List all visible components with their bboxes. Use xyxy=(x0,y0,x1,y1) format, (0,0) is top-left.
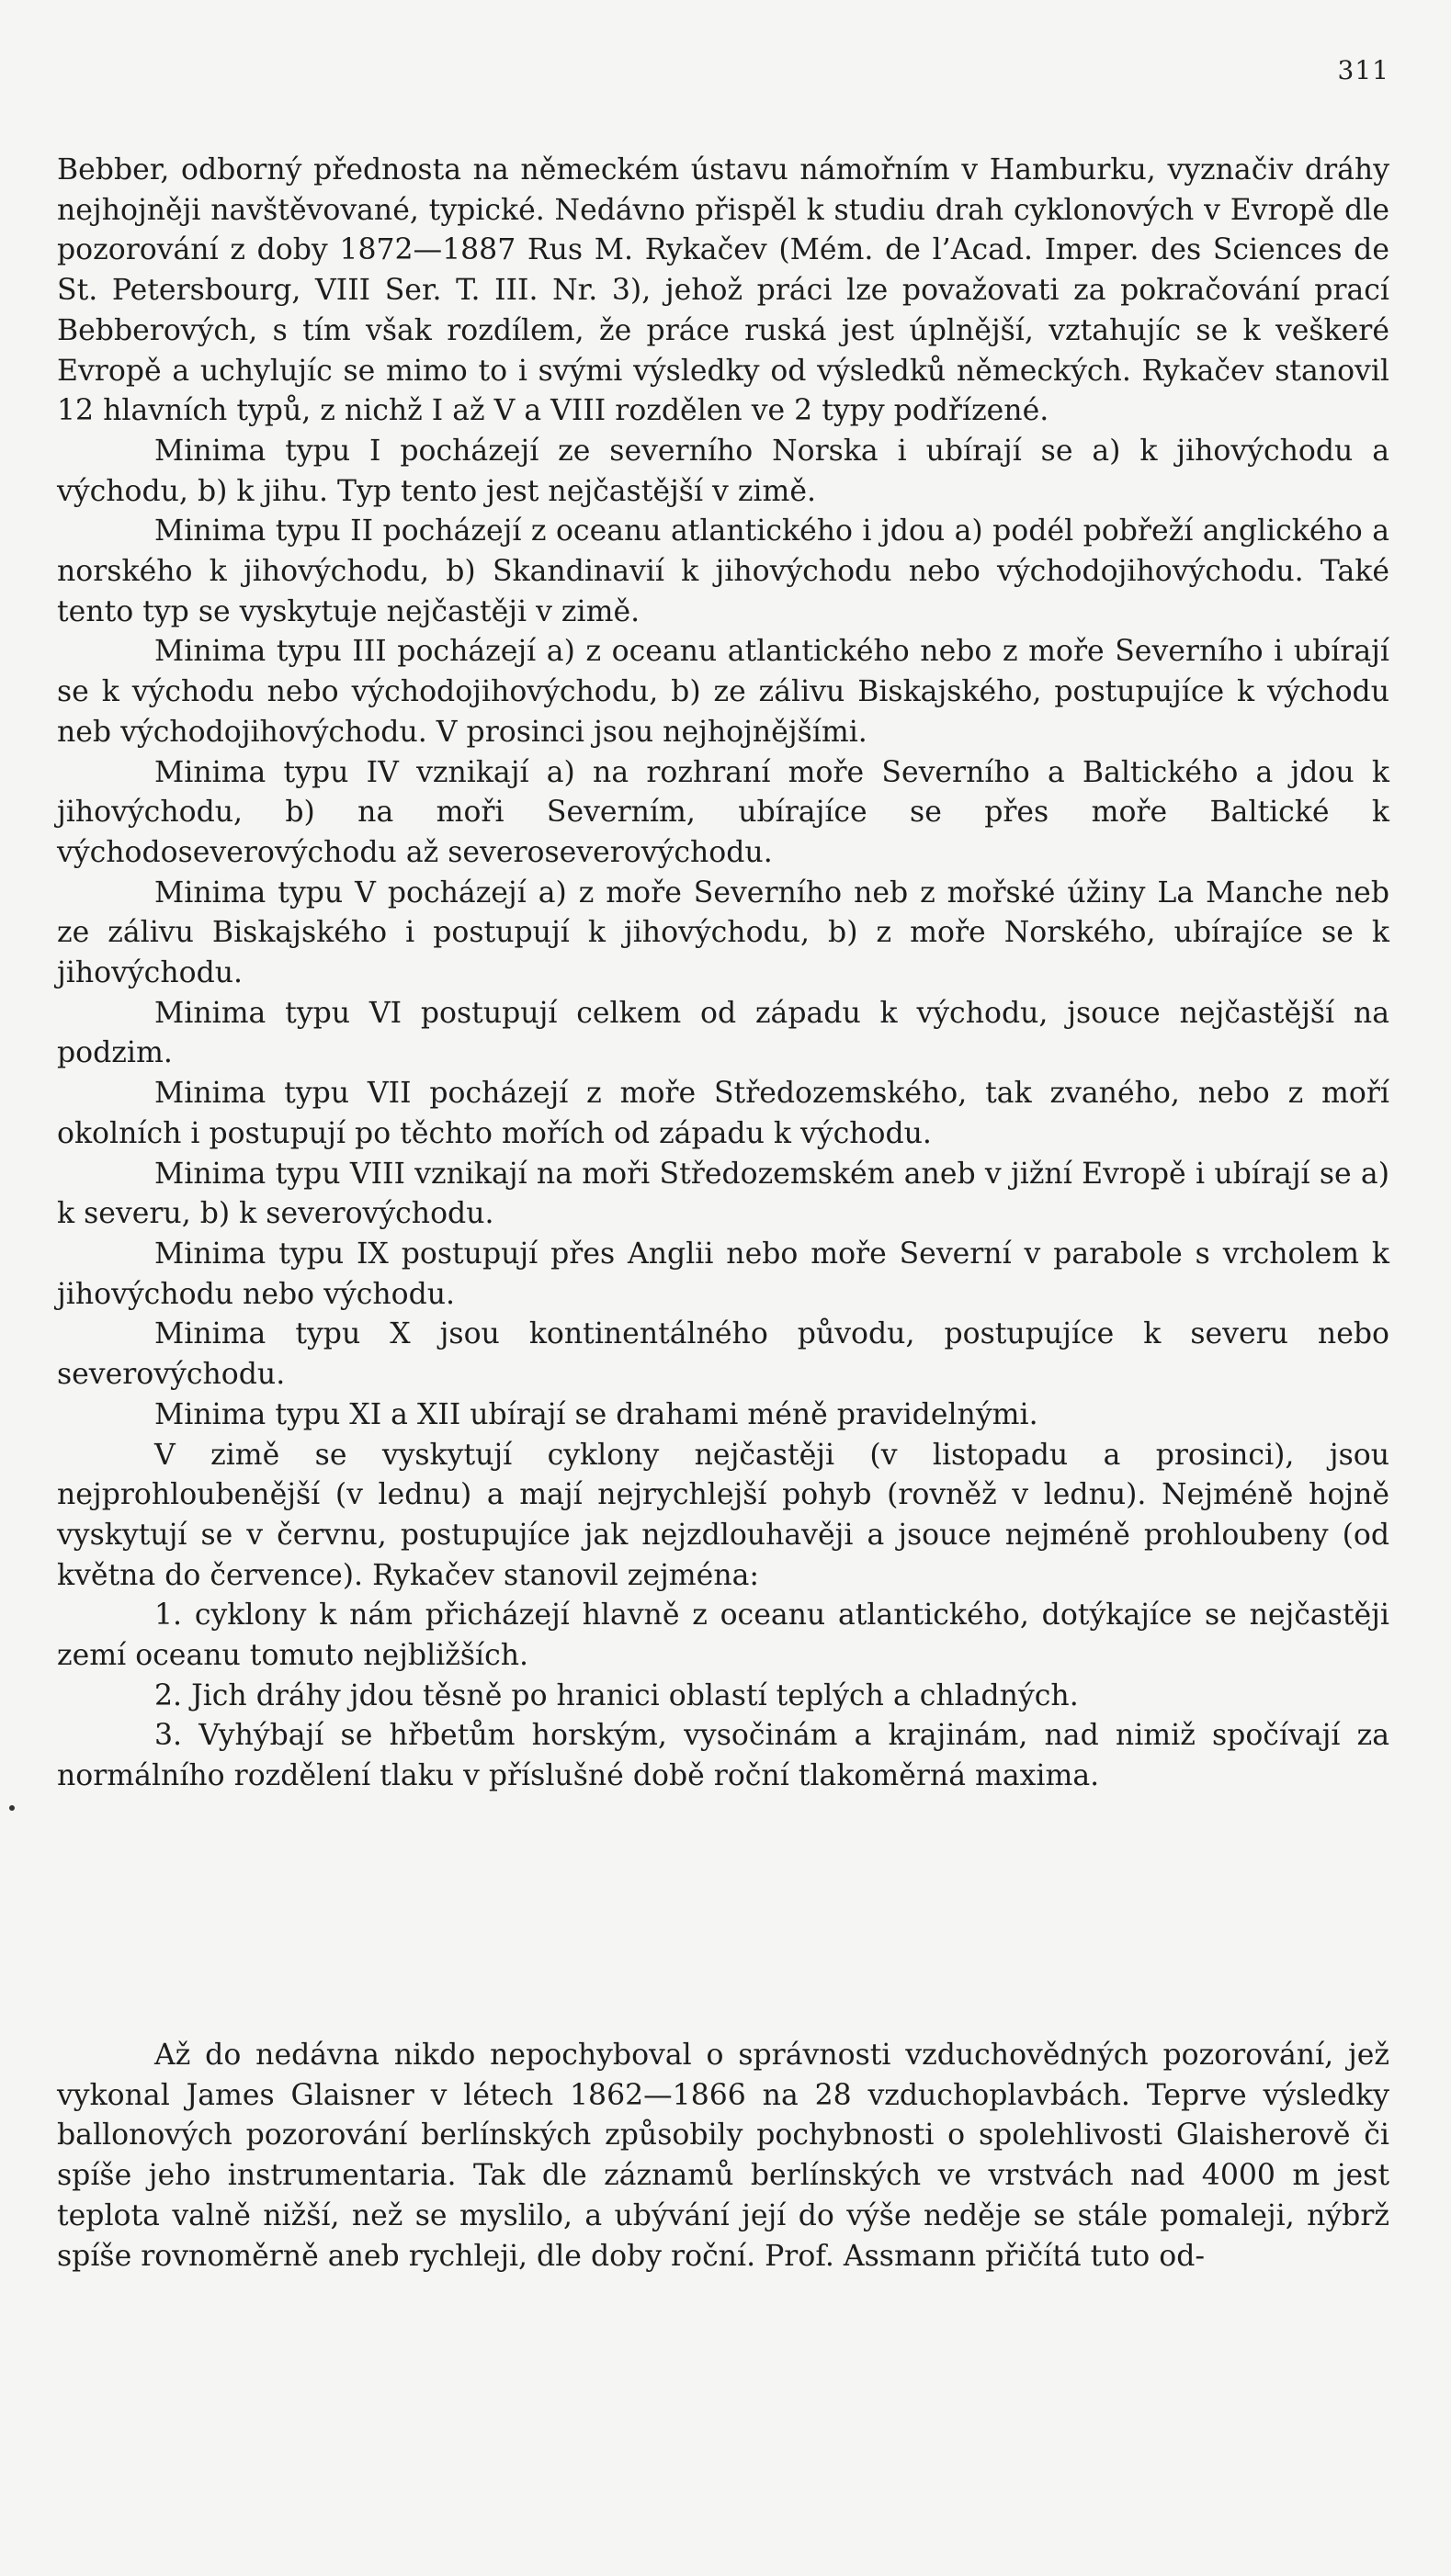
paragraph: Minima typu I pocházejí ze severního Norska i ubírají se a) k jihovýchodu a východu, b) k jihu. Typ tento jest nejčastější v zimě. xyxy=(57,434,1389,508)
paragraph: Minima typu III pocházejí a) z oceanu atlantického nebo z moře Severního i ubírají se k východu nebo východojihovýchodu, b) ze zálivu Biskajského, postupujíce k východu neb východojihovýchodu. V prosinci jsou nejhojnějšími. xyxy=(57,635,1389,749)
paragraph: Minima typu VI postupují celkem od západu k východu, jsouce nejčastější na podzim. xyxy=(57,996,1389,1070)
paragraph: 3. Vyhýbají se hřbetům horským, vysočinám a krajinám, nad nimiž spočívají za normálního rozdělení tlaku v příslušné době roční tlakoměrná maxima. xyxy=(57,1719,1389,1793)
paragraph: Minima typu IX postupují přes Anglii nebo moře Severní v parabole s vrcholem k jihovýchodu nebo východu. xyxy=(57,1237,1389,1311)
paragraph: Minima typu VIII vznikají na moři Středozemském aneb v jižní Evropě i ubírají se a) k severu, b) k severovýchodu. xyxy=(57,1157,1389,1231)
paragraph: Minima typu II pocházejí z oceanu atlantického i jdou a) podél pobřeží anglického a norského k jihovýchodu, b) Skandinavií k jihovýchodu nebo východojihovýchodu. Také tento typ se vyskytuje nejčastěji v zimě. xyxy=(57,514,1389,628)
paragraph: Až do nedávna nikdo nepochyboval o správnosti vzduchovědných pozorování, jež vykonal James Glaisner v létech 1862—1866 na 28 vzduchoplavbách. Teprve výsledky ballonových pozorování berlínských způsobily pochybnosti o spolehlivosti Glaisherově či spíše jeho instrumentaria. Tak dle záznamů berlínských ve vrstvách nad 4000 m jest teplota valně nižší, než se myslilo, a ubývání její do výše neděje se stále pomaleji, nýbrž spíše rovnoměrně aneb rychleji, dle doby roční. Prof. Assmann přičítá tuto od- xyxy=(57,2039,1389,2273)
text-section-balloon-observations xyxy=(57,2036,1389,2277)
paragraph: Minima typu VII pocházejí z moře Středozemského, tak zvaného, nebo z moří okolních i postupují po těchto mořích od západu k východu. xyxy=(57,1077,1389,1150)
paragraph: 2. Jich dráhy jdou těsně po hranici oblastí teplých a chladných. xyxy=(154,1678,1079,1712)
paragraph: Minima typu X jsou kontinentálného původu, postupujíce k severu nebo severovýchodu. xyxy=(57,1317,1389,1392)
margin-mark xyxy=(9,1805,15,1811)
paragraph: V zimě se vyskytují cyklony nejčastěji (v listopadu a prosinci), jsou nejprohloubenější (v lednu) a mají nejrychlejší pohyb (rovněž v lednu). Nejméně hojně vyskytují se v červnu, postupujíce jak nejzdlouhavěji a jsouce nejméně prohloubeny (od května do července). Rykačev stanovil zejména: xyxy=(57,1438,1389,1592)
paragraph: Bebber, odborný přednosta na německém ústavu námořním v Hamburku, vyznačiv dráhy nejhojněji navštěvované, typické. Nedávno přispěl k studiu drah cyklonových v Evropě dle pozorování z doby 1872—1887 Rus M. Rykačev (Mém. de l’Acad. Imper. des Sciences de St. Petersbourg, VIII Ser. T. III. Nr. 3), jehož práci lze považovati za pokračování prací Bebberových, s tím však rozdílem, že práce ruská jest úplnější, vztahujíc se k veškeré Evropě a uchylujíc se mimo to i svými výsledky od výsledků německých. Rykačev stanovil 12 hlavních typů, z nichž I až V a VIII rozdělen ve 2 typy podřízené. xyxy=(57,153,1389,428)
paragraph: Minima typu IV vznikají a) na rozhraní moře Severního a Baltického a jdou k jihovýchodu, b) na moři Severním, ubírajíce se přes moře Baltické k východoseverovýchodu až severoseverovýchodu. xyxy=(57,755,1389,869)
page-number: 311 xyxy=(1337,55,1389,85)
text-section-cyclone-types xyxy=(57,151,1389,1797)
paragraph: Minima typu V pocházejí a) z moře Severního neb z mořské úžiny La Manche neb ze zálivu Biskajského i postupují k jihovýchodu, b) z moře Norského, ubírajíce se k jihovýchodu. xyxy=(57,876,1389,990)
paragraph: Minima typu XI a XII ubírají se drahami méně pravidelnými. xyxy=(154,1397,1038,1431)
paragraph: 1. cyklony k nám přicházejí hlavně z oceanu atlantického, dotýkajíce se nejčastěji zemí oceanu tomuto nejbližších. xyxy=(57,1599,1389,1673)
